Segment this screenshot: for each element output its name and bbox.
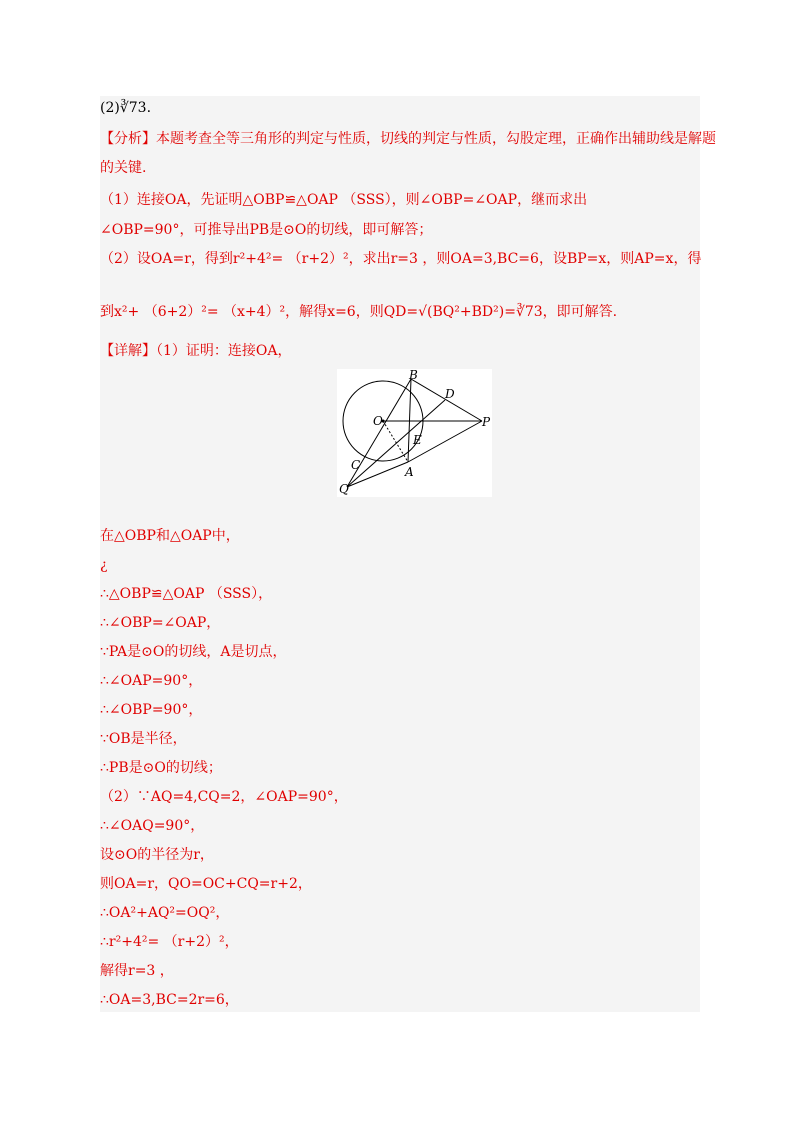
circle-tangent-diagram — [337, 369, 492, 497]
proof-line-2: ¿ — [100, 557, 108, 573]
proof-line-12: 设⊙O的半径为r， — [100, 847, 214, 863]
proof-line-13: 则OA=r，QO=OC+CQ=r+2， — [100, 876, 312, 892]
proof-line-8: ∵OB是半径， — [100, 731, 187, 747]
proof-line-15: ∴r²+4²= （r+2）²， — [100, 934, 239, 950]
analysis-line-1: 【分析】本题考查全等三角形的判定与性质，切线的判定与性质，勾股定理，正确作出辅助线是解题 — [100, 131, 716, 147]
proof-line-10: （2）∵AQ=4,CQ=2，∠OAP=90°， — [100, 789, 348, 805]
label-b: B — [409, 369, 418, 382]
geometry-figure — [337, 369, 492, 497]
label-p: P — [482, 415, 491, 429]
analysis-step1-line-2: ∠OBP=90°，可推导出PB是⊙O的切线，即可解答； — [100, 222, 433, 238]
segment-oa-dashed — [383, 421, 408, 462]
label-e: E — [413, 433, 422, 447]
proof-line-1: 在△OBP和△OAP中， — [100, 528, 240, 544]
label-q: Q — [339, 482, 349, 496]
proof-line-14: ∴OA²+AQ²=OQ²， — [100, 905, 230, 921]
proof-line-16: 解得r=3 ， — [100, 963, 174, 979]
proof-line-5: ∵PA是⊙O的切线，A是切点， — [100, 644, 287, 660]
proof-line-6: ∴∠OAP=90°， — [100, 673, 203, 689]
analysis-step2-line-2: 到x²+ （6+2）²= （x+4）²，解得x=6，则QD=√(BQ²+BD²)=∛73，即可解答. — [100, 304, 618, 320]
label-d: D — [445, 387, 455, 401]
analysis-step2-line-1: （2）设OA=r，得到r²+4²= （r+2）²，求出r=3 ，则OA=3,BC=6，设BP=x，则AP=x，得 — [100, 251, 702, 267]
segment-qd — [347, 400, 445, 487]
label-c: C — [351, 458, 361, 472]
proof-line-3: ∴△OBP≌△OAP （SSS）， — [100, 586, 273, 602]
proof-line-7: ∴∠OBP=90°， — [100, 702, 203, 718]
detail-heading: 【详解】（1）证明：连接OA， — [100, 343, 292, 359]
proof-line-9: ∴PB是⊙O的切线； — [100, 760, 222, 776]
label-o: O — [373, 414, 383, 428]
label-a: A — [405, 465, 414, 479]
analysis-step1-line-1: （1）连接OA，先证明△OBP≌△OAP （SSS），则∠OBP=∠OAP，继而求出 — [100, 192, 588, 208]
proof-line-17: ∴OA=3,BC=2r=6， — [100, 992, 239, 1008]
answer-line: (2)∛73. — [100, 100, 152, 116]
proof-line-4: ∴∠OBP=∠OAP， — [100, 615, 221, 631]
analysis-line-2: 的关键. — [100, 160, 147, 176]
proof-line-11: ∴∠OAQ=90°， — [100, 818, 205, 834]
